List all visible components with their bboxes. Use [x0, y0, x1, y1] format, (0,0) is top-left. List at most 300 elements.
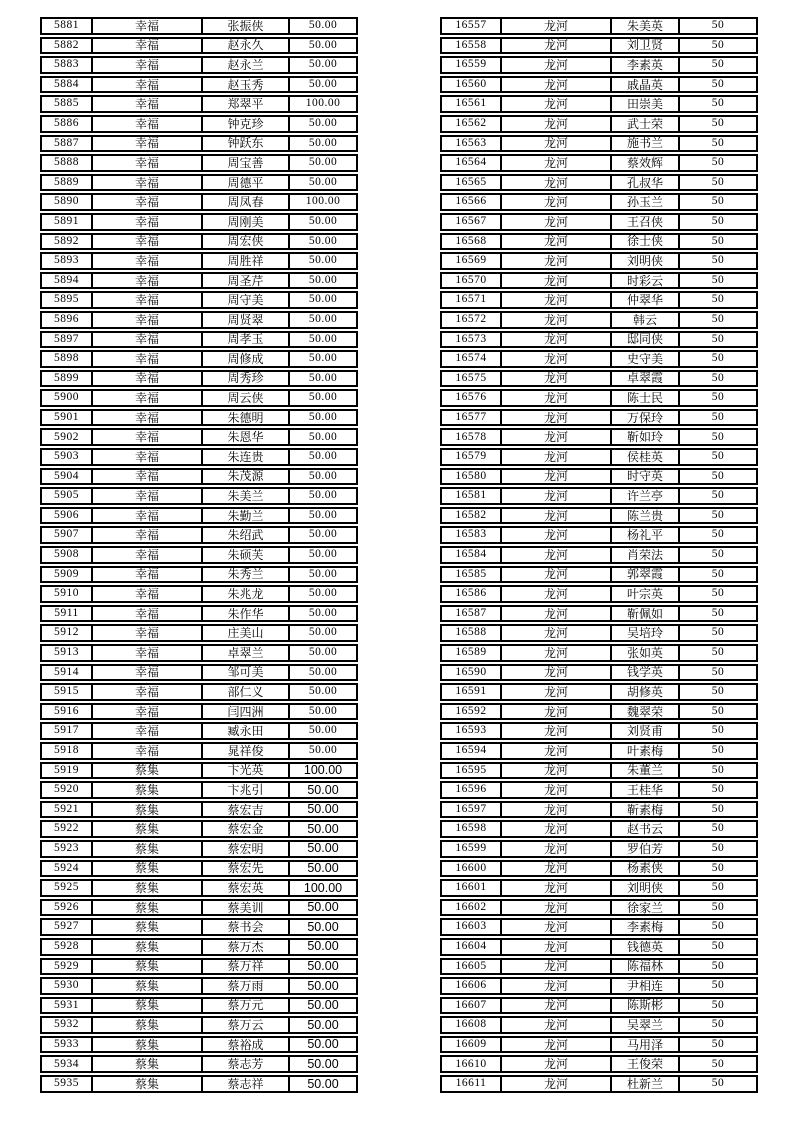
table-row	[40, 370, 358, 388]
village-cell: 幸福	[93, 370, 203, 388]
person-name-cell: 刘贤甫	[612, 722, 680, 740]
serial-number-cell: 5892	[40, 233, 93, 251]
village-cell: 龙河	[502, 154, 612, 172]
table-row	[40, 860, 358, 878]
person-name-cell: 周守美	[203, 291, 290, 309]
village-cell: 龙河	[502, 585, 612, 603]
amount-cell: 50.00	[290, 174, 358, 192]
table-row	[440, 1075, 758, 1093]
table-row	[440, 918, 758, 936]
amount-cell: 50.00	[290, 546, 358, 564]
person-name-cell: 赵书云	[612, 820, 680, 838]
serial-number-cell: 5918	[40, 742, 93, 760]
village-cell: 蔡集	[93, 958, 203, 976]
amount-cell: 50	[680, 252, 758, 270]
amount-cell: 50	[680, 938, 758, 956]
village-cell: 龙河	[502, 448, 612, 466]
village-cell: 龙河	[502, 56, 612, 74]
person-name-cell: 刘明侠	[612, 252, 680, 270]
table-row	[440, 350, 758, 368]
table-row	[440, 507, 758, 525]
village-cell: 龙河	[502, 644, 612, 662]
serial-number-cell: 16561	[440, 95, 502, 113]
amount-cell: 50.00	[290, 938, 358, 956]
person-name-cell: 田崇美	[612, 95, 680, 113]
person-name-cell: 邸同侠	[612, 331, 680, 349]
amount-cell: 50.00	[290, 311, 358, 329]
serial-number-cell: 5922	[40, 820, 93, 838]
serial-number-cell: 16610	[440, 1055, 502, 1073]
amount-cell: 50.00	[290, 252, 358, 270]
amount-cell: 50.00	[290, 233, 358, 251]
amount-cell: 50.00	[290, 899, 358, 917]
serial-number-cell: 5919	[40, 762, 93, 780]
amount-cell: 50.00	[290, 331, 358, 349]
serial-number-cell: 5921	[40, 801, 93, 819]
village-cell: 蔡集	[93, 781, 203, 799]
person-name-cell: 蔡万雨	[203, 977, 290, 995]
person-name-cell: 钟跃东	[203, 135, 290, 153]
person-name-cell: 周秀珍	[203, 370, 290, 388]
table-row	[40, 546, 358, 564]
amount-cell: 50.00	[290, 409, 358, 427]
table-row	[40, 468, 358, 486]
amount-cell: 50.00	[290, 213, 358, 231]
amount-cell: 50.00	[290, 56, 358, 74]
serial-number-cell: 16593	[440, 722, 502, 740]
village-cell: 龙河	[502, 233, 612, 251]
table-row	[40, 605, 358, 623]
serial-number-cell: 16594	[440, 742, 502, 760]
village-cell: 幸福	[93, 174, 203, 192]
amount-cell: 50.00	[290, 918, 358, 936]
person-name-cell: 孔叔华	[612, 174, 680, 192]
amount-cell: 50	[680, 154, 758, 172]
serial-number-cell: 16598	[440, 820, 502, 838]
person-name-cell: 施书兰	[612, 135, 680, 153]
amount-cell: 50	[680, 1055, 758, 1073]
person-name-cell: 闫四洲	[203, 703, 290, 721]
table-row	[40, 997, 358, 1015]
table-row	[40, 624, 358, 642]
table-row	[440, 291, 758, 309]
serial-number-cell: 16597	[440, 801, 502, 819]
table-row	[40, 56, 358, 74]
roster-table-left-body	[40, 17, 358, 1093]
person-name-cell: 史守美	[612, 350, 680, 368]
serial-number-cell: 16606	[440, 977, 502, 995]
table-row	[440, 487, 758, 505]
table-row	[440, 76, 758, 94]
person-name-cell: 朱恩华	[203, 428, 290, 446]
person-name-cell: 陈兰贵	[612, 507, 680, 525]
village-cell: 龙河	[502, 272, 612, 290]
person-name-cell: 武士荣	[612, 115, 680, 133]
person-name-cell: 朱硕芙	[203, 546, 290, 564]
serial-number-cell: 16609	[440, 1036, 502, 1054]
serial-number-cell: 5882	[40, 37, 93, 55]
serial-number-cell: 16586	[440, 585, 502, 603]
table-row	[40, 291, 358, 309]
amount-cell: 50	[680, 546, 758, 564]
village-cell: 蔡集	[93, 1075, 203, 1093]
person-name-cell: 徐士侠	[612, 233, 680, 251]
table-row	[440, 95, 758, 113]
village-cell: 幸福	[93, 154, 203, 172]
village-cell: 幸福	[93, 331, 203, 349]
village-cell: 龙河	[502, 409, 612, 427]
serial-number-cell: 16591	[440, 683, 502, 701]
person-name-cell: 邹可美	[203, 664, 290, 682]
person-name-cell: 万保玲	[612, 409, 680, 427]
table-row	[440, 272, 758, 290]
table-row	[40, 801, 358, 819]
amount-cell: 50.00	[290, 624, 358, 642]
table-row	[40, 233, 358, 251]
serial-number-cell: 5886	[40, 115, 93, 133]
village-cell: 龙河	[502, 95, 612, 113]
amount-cell: 50	[680, 370, 758, 388]
person-name-cell: 蔡裕成	[203, 1036, 290, 1054]
table-row	[40, 958, 358, 976]
table-row	[440, 742, 758, 760]
table-row	[440, 624, 758, 642]
village-cell: 幸福	[93, 252, 203, 270]
village-cell: 龙河	[502, 135, 612, 153]
serial-number-cell: 16578	[440, 428, 502, 446]
amount-cell: 50	[680, 428, 758, 446]
amount-cell: 50.00	[290, 448, 358, 466]
amount-cell: 50.00	[290, 958, 358, 976]
village-cell: 龙河	[502, 350, 612, 368]
person-name-cell: 蔡宏先	[203, 860, 290, 878]
village-cell: 龙河	[502, 468, 612, 486]
amount-cell: 50	[680, 468, 758, 486]
village-cell: 龙河	[502, 389, 612, 407]
table-row	[440, 820, 758, 838]
amount-cell: 50.00	[290, 350, 358, 368]
village-cell: 蔡集	[93, 899, 203, 917]
serial-number-cell: 5908	[40, 546, 93, 564]
amount-cell: 50	[680, 840, 758, 858]
amount-cell: 50.00	[290, 487, 358, 505]
table-row	[440, 154, 758, 172]
table-row	[440, 801, 758, 819]
amount-cell: 50	[680, 507, 758, 525]
serial-number-cell: 5915	[40, 683, 93, 701]
village-cell: 幸福	[93, 448, 203, 466]
village-cell: 幸福	[93, 683, 203, 701]
amount-cell: 50.00	[290, 115, 358, 133]
person-name-cell: 王桂华	[612, 781, 680, 799]
table-row	[440, 899, 758, 917]
village-cell: 幸福	[93, 213, 203, 231]
serial-number-cell: 16560	[440, 76, 502, 94]
amount-cell: 50.00	[290, 585, 358, 603]
village-cell: 幸福	[93, 17, 203, 35]
serial-number-cell: 5924	[40, 860, 93, 878]
village-cell: 龙河	[502, 213, 612, 231]
serial-number-cell: 5902	[40, 428, 93, 446]
amount-cell: 50.00	[290, 154, 358, 172]
amount-cell: 50	[680, 233, 758, 251]
village-cell: 幸福	[93, 233, 203, 251]
serial-number-cell: 5905	[40, 487, 93, 505]
table-row	[40, 154, 358, 172]
village-cell: 幸福	[93, 95, 203, 113]
serial-number-cell: 5934	[40, 1055, 93, 1073]
person-name-cell: 蔡效辉	[612, 154, 680, 172]
table-row	[440, 213, 758, 231]
table-row	[40, 331, 358, 349]
amount-cell: 50	[680, 350, 758, 368]
serial-number-cell: 5914	[40, 664, 93, 682]
serial-number-cell: 5929	[40, 958, 93, 976]
serial-number-cell: 16577	[440, 409, 502, 427]
village-cell: 幸福	[93, 291, 203, 309]
person-name-cell: 卓翠兰	[203, 644, 290, 662]
village-cell: 龙河	[502, 193, 612, 211]
serial-number-cell: 5894	[40, 272, 93, 290]
person-name-cell: 卞兆引	[203, 781, 290, 799]
village-cell: 龙河	[502, 1075, 612, 1093]
person-name-cell: 周宏侠	[203, 233, 290, 251]
table-row	[40, 762, 358, 780]
amount-cell: 50.00	[290, 291, 358, 309]
table-row	[40, 526, 358, 544]
serial-number-cell: 5881	[40, 17, 93, 35]
serial-number-cell: 16565	[440, 174, 502, 192]
person-name-cell: 赵永兰	[203, 56, 290, 74]
amount-cell: 50	[680, 213, 758, 231]
person-name-cell: 李素英	[612, 56, 680, 74]
amount-cell: 50.00	[290, 76, 358, 94]
village-cell: 幸福	[93, 468, 203, 486]
amount-cell: 50	[680, 762, 758, 780]
serial-number-cell: 5932	[40, 1016, 93, 1034]
village-cell: 龙河	[502, 311, 612, 329]
person-name-cell: 马用泽	[612, 1036, 680, 1054]
table-row	[440, 781, 758, 799]
village-cell: 龙河	[502, 37, 612, 55]
village-cell: 龙河	[502, 546, 612, 564]
table-row	[40, 193, 358, 211]
table-row	[440, 997, 758, 1015]
amount-cell: 50.00	[290, 389, 358, 407]
village-cell: 幸福	[93, 507, 203, 525]
table-row	[440, 331, 758, 349]
person-name-cell: 仲翠华	[612, 291, 680, 309]
roster-table-right-body	[440, 17, 758, 1093]
table-row	[40, 781, 358, 799]
table-row	[440, 664, 758, 682]
table-row	[440, 1036, 758, 1054]
village-cell: 龙河	[502, 997, 612, 1015]
serial-number-cell: 5890	[40, 193, 93, 211]
serial-number-cell: 5887	[40, 135, 93, 153]
person-name-cell: 吴培玲	[612, 624, 680, 642]
person-name-cell: 蔡宏明	[203, 840, 290, 858]
village-cell: 幸福	[93, 428, 203, 446]
person-name-cell: 庄美山	[203, 624, 290, 642]
village-cell: 龙河	[502, 174, 612, 192]
village-cell: 龙河	[502, 781, 612, 799]
table-row	[440, 938, 758, 956]
person-name-cell: 钱学英	[612, 664, 680, 682]
amount-cell: 100.00	[290, 762, 358, 780]
table-row	[440, 252, 758, 270]
table-row	[440, 233, 758, 251]
amount-cell: 50	[680, 174, 758, 192]
serial-number-cell: 16580	[440, 468, 502, 486]
amount-cell: 50	[680, 566, 758, 584]
village-cell: 蔡集	[93, 1016, 203, 1034]
table-row	[40, 428, 358, 446]
person-name-cell: 王召侠	[612, 213, 680, 231]
person-name-cell: 蔡宏金	[203, 820, 290, 838]
village-cell: 幸福	[93, 56, 203, 74]
amount-cell: 100.00	[290, 95, 358, 113]
person-name-cell: 朱德明	[203, 409, 290, 427]
table-row	[440, 860, 758, 878]
village-cell: 龙河	[502, 899, 612, 917]
table-row	[40, 135, 358, 153]
table-row	[440, 468, 758, 486]
amount-cell: 50.00	[290, 272, 358, 290]
village-cell: 龙河	[502, 115, 612, 133]
village-cell: 龙河	[502, 566, 612, 584]
person-name-cell: 许兰亭	[612, 487, 680, 505]
serial-number-cell: 16568	[440, 233, 502, 251]
table-row	[40, 1075, 358, 1093]
person-name-cell: 赵永久	[203, 37, 290, 55]
village-cell: 蔡集	[93, 840, 203, 858]
serial-number-cell: 16590	[440, 664, 502, 682]
amount-cell: 50.00	[290, 781, 358, 799]
person-name-cell: 靳素梅	[612, 801, 680, 819]
serial-number-cell: 16572	[440, 311, 502, 329]
amount-cell: 50	[680, 448, 758, 466]
table-row	[40, 683, 358, 701]
person-name-cell: 朱董兰	[612, 762, 680, 780]
table-row	[440, 448, 758, 466]
amount-cell: 50.00	[290, 722, 358, 740]
village-cell: 龙河	[502, 76, 612, 94]
person-name-cell: 时守英	[612, 468, 680, 486]
person-name-cell: 时彩云	[612, 272, 680, 290]
serial-number-cell: 5883	[40, 56, 93, 74]
serial-number-cell: 16579	[440, 448, 502, 466]
serial-number-cell: 5898	[40, 350, 93, 368]
serial-number-cell: 16589	[440, 644, 502, 662]
person-name-cell: 蔡美训	[203, 899, 290, 917]
village-cell: 龙河	[502, 1016, 612, 1034]
table-row	[40, 566, 358, 584]
serial-number-cell: 5904	[40, 468, 93, 486]
village-cell: 龙河	[502, 918, 612, 936]
serial-number-cell: 5925	[40, 879, 93, 897]
amount-cell: 50	[680, 311, 758, 329]
person-name-cell: 蔡万云	[203, 1016, 290, 1034]
amount-cell: 50	[680, 958, 758, 976]
table-row	[40, 17, 358, 35]
table-row	[440, 566, 758, 584]
serial-number-cell: 16602	[440, 899, 502, 917]
amount-cell: 50.00	[290, 37, 358, 55]
amount-cell: 50.00	[290, 860, 358, 878]
serial-number-cell: 5928	[40, 938, 93, 956]
person-name-cell: 朱美英	[612, 17, 680, 35]
table-row	[40, 840, 358, 858]
table-row	[440, 17, 758, 35]
person-name-cell: 周贤翠	[203, 311, 290, 329]
amount-cell: 50	[680, 860, 758, 878]
person-name-cell: 周宝善	[203, 154, 290, 172]
table-row	[40, 115, 358, 133]
table-row	[440, 56, 758, 74]
serial-number-cell: 5907	[40, 526, 93, 544]
person-name-cell: 周修成	[203, 350, 290, 368]
serial-number-cell: 16583	[440, 526, 502, 544]
amount-cell: 50	[680, 664, 758, 682]
serial-number-cell: 16569	[440, 252, 502, 270]
village-cell: 幸福	[93, 37, 203, 55]
person-name-cell: 张振侠	[203, 17, 290, 35]
person-name-cell: 戚晶英	[612, 76, 680, 94]
table-row	[40, 1016, 358, 1034]
serial-number-cell: 16567	[440, 213, 502, 231]
village-cell: 幸福	[93, 624, 203, 642]
serial-number-cell: 16581	[440, 487, 502, 505]
serial-number-cell: 5893	[40, 252, 93, 270]
village-cell: 幸福	[93, 742, 203, 760]
amount-cell: 50.00	[290, 526, 358, 544]
person-name-cell: 张如英	[612, 644, 680, 662]
village-cell: 幸福	[93, 193, 203, 211]
amount-cell: 50.00	[290, 820, 358, 838]
table-row	[40, 585, 358, 603]
village-cell: 龙河	[502, 487, 612, 505]
serial-number-cell: 5909	[40, 566, 93, 584]
village-cell: 蔡集	[93, 938, 203, 956]
table-row	[40, 742, 358, 760]
person-name-cell: 李素梅	[612, 918, 680, 936]
village-cell: 蔡集	[93, 997, 203, 1015]
person-name-cell: 王俊荣	[612, 1055, 680, 1073]
amount-cell: 50	[680, 801, 758, 819]
amount-cell: 50	[680, 703, 758, 721]
village-cell: 幸福	[93, 409, 203, 427]
table-row	[40, 389, 358, 407]
village-cell: 龙河	[502, 1036, 612, 1054]
serial-number-cell: 16558	[440, 37, 502, 55]
person-name-cell: 陈福林	[612, 958, 680, 976]
amount-cell: 50	[680, 291, 758, 309]
serial-number-cell: 5931	[40, 997, 93, 1015]
table-row	[40, 252, 358, 270]
person-name-cell: 孙玉兰	[612, 193, 680, 211]
amount-cell: 50	[680, 115, 758, 133]
person-name-cell: 靳如玲	[612, 428, 680, 446]
serial-number-cell: 5911	[40, 605, 93, 623]
village-cell: 幸福	[93, 135, 203, 153]
amount-cell: 50.00	[290, 742, 358, 760]
serial-number-cell: 16557	[440, 17, 502, 35]
table-row	[40, 1036, 358, 1054]
person-name-cell: 赵玉秀	[203, 76, 290, 94]
table-row	[40, 95, 358, 113]
serial-number-cell: 16574	[440, 350, 502, 368]
